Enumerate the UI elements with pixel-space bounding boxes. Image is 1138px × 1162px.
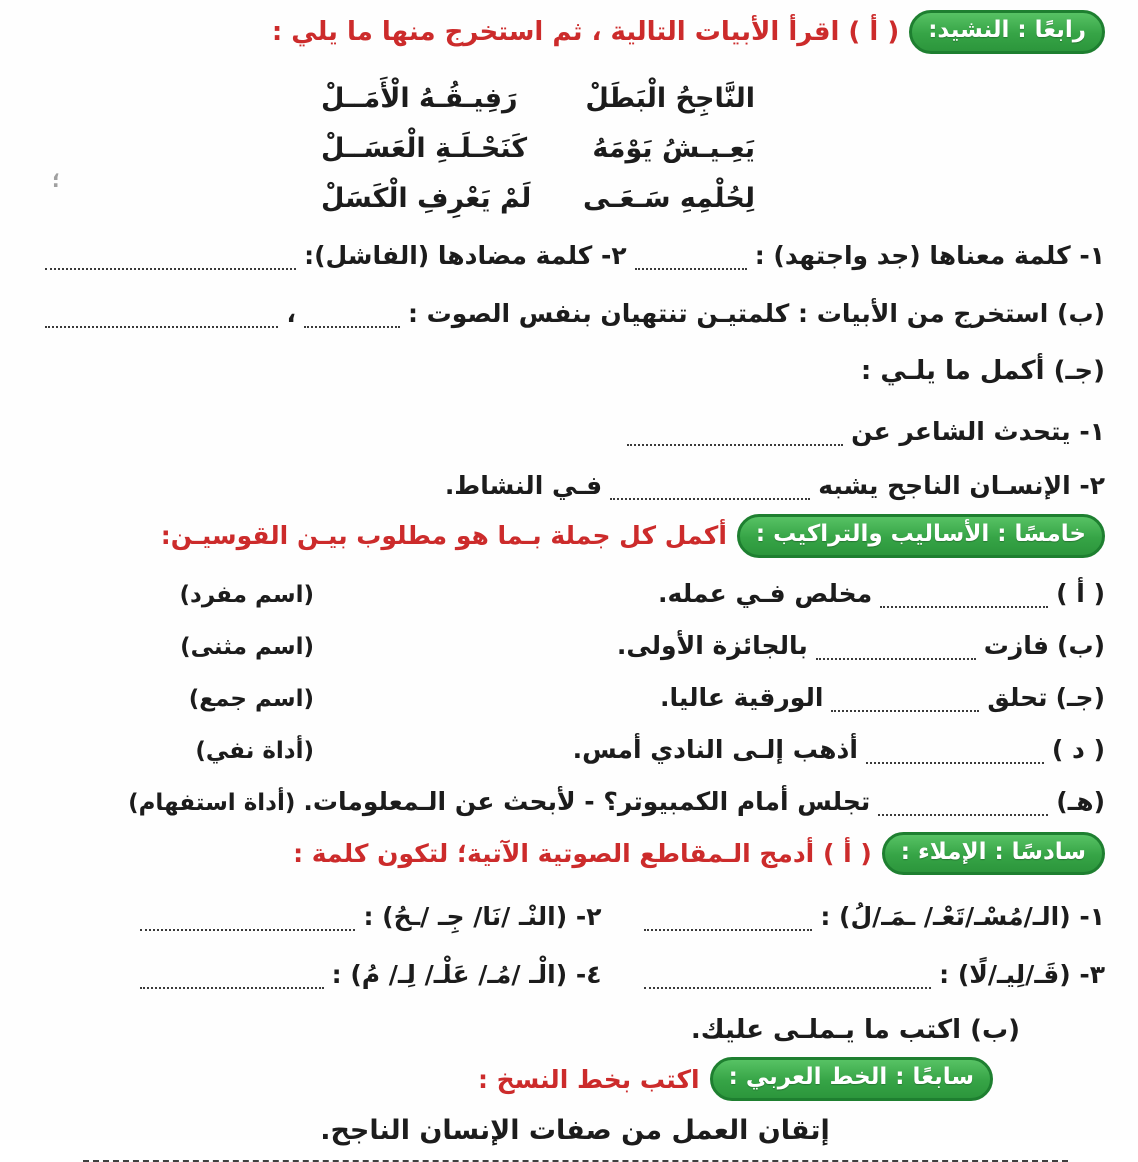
- item-label: (هـ): [1056, 786, 1105, 816]
- answer-blank: [627, 427, 843, 446]
- question-c2-row: [45, 464, 1105, 500]
- structure-item-row: [45, 678, 1105, 712]
- dictation-item: [644, 902, 1106, 931]
- answer-blank: [878, 797, 1048, 816]
- calligraphy-instruction: اكتب بخط النسخ :: [477, 1064, 700, 1094]
- dictation-row: [45, 951, 1105, 989]
- item-text-before: تحلق: [987, 682, 1048, 712]
- answer-blank: [831, 693, 979, 712]
- answer-blank: [610, 481, 810, 500]
- poem-hemistich-left: رَفِيـقُـهُ الْأَمَــلْ: [321, 83, 518, 115]
- answer-blank: [45, 251, 296, 270]
- dictation-syllables: ٢- (النْـ /نَا/ جِـ /ـحُ) :: [363, 902, 602, 932]
- item-text-after: بالجائزة الأولى.: [616, 630, 808, 660]
- question-b-row: [45, 292, 1105, 328]
- anthem-instruction: ( أ ) اقرأ الأبيات التالية ، ثم استخرج منها ما يلي :: [271, 16, 900, 47]
- item-hint: (أداة نفي): [195, 737, 314, 764]
- dictation-item: [644, 960, 1106, 989]
- poem: [321, 74, 755, 224]
- question-a-row: [45, 234, 1105, 270]
- answer-blank: [880, 589, 1048, 608]
- section-anthem-header: [45, 10, 1105, 54]
- dictation-part-b: (ب) اكتب ما يـملـى عليك.: [690, 1015, 1020, 1046]
- poem-hemistich-right: لِحُلْمِهِ سَـعَـى: [582, 183, 755, 215]
- poem-line: [321, 74, 755, 124]
- section-calligraphy-header: [45, 1057, 993, 1101]
- item-text-after: مخلص فـي عمله.: [658, 578, 873, 608]
- dictation-syllables: ٤- (الْـ /مُـ/ عَلْـ/ لِـ/ مُ) :: [331, 960, 602, 990]
- section-structures-header: [45, 514, 1105, 558]
- question-c2-before: ٢- الإنسـان الناجح يشبه: [818, 470, 1105, 500]
- answer-blank: [635, 251, 747, 270]
- dictation-part-b-row: [45, 1009, 1020, 1045]
- comma-separator: ،: [286, 298, 296, 328]
- question-a1-label: ١- كلمة معناها (جد واجتهد) :: [754, 240, 1105, 270]
- stray-ink-mark: ؛: [52, 168, 60, 192]
- dictation-syllables: ١- (الـ/مُسْـ/تَعْـ/ ـمَـ/لُ) :: [820, 902, 1105, 932]
- structure-item-row: [45, 730, 1105, 764]
- item-text-after: أذهب إلـى النادي أمس.: [572, 734, 858, 764]
- poem-line: [321, 124, 755, 174]
- structure-item-row: [45, 574, 1105, 608]
- item-text-before: فازت: [983, 630, 1050, 660]
- item-label: ( د ): [1051, 734, 1105, 764]
- answer-blank: [140, 912, 355, 931]
- poem-hemistich-left: لَمْ يَعْرِفِ الْكَسَلْ: [321, 183, 532, 215]
- question-c-heading-row: [45, 350, 1105, 386]
- structure-item-main: [322, 735, 1105, 764]
- calligraphy-sentence: إتقان العمل من صفات الإنسان الناجح.: [320, 1115, 830, 1146]
- question-c1-row: [45, 410, 1105, 446]
- structure-item-main: [322, 579, 1105, 608]
- structure-item-row: [45, 626, 1105, 660]
- item-hint: (اسم مثنى): [180, 633, 314, 660]
- question-c-heading: (جـ) أكمل ما يلـي :: [860, 355, 1105, 386]
- item-text-after: الورقية عاليا.: [660, 682, 824, 712]
- poem-hemistich-left: كَنَحْـلَـةِ الْعَسَــلْ: [321, 133, 528, 165]
- item-hint: (اسم مفرد): [179, 581, 314, 608]
- dictation-syllables: ٣- (قَـ/لِيـ/لًا) :: [939, 960, 1105, 990]
- answer-blank: [304, 309, 400, 328]
- structure-item-main: [322, 631, 1105, 660]
- question-b-label: (ب) استخرج من الأبيات : كلمتيـن تنتهيان بنفس الصوت :: [407, 298, 1105, 328]
- dictation-section-badge: سادسًا : الإملاء :: [882, 832, 1105, 876]
- item-label: (جـ): [1055, 682, 1105, 712]
- poem-hemistich-right: يَعِـيـشُ يَوْمَهُ: [592, 133, 755, 165]
- answer-blank: [866, 745, 1044, 764]
- structures-section-badge: خامسًا : الأساليب والتراكيب :: [737, 514, 1105, 558]
- answer-blank: [45, 309, 278, 328]
- anthem-section-badge: رابعًا : النشيد:: [909, 10, 1105, 54]
- item-hint: (أداة استفهام): [128, 789, 296, 816]
- structure-item-main: [303, 787, 1105, 816]
- poem-hemistich-right: النَّاجِحُ الْبَطَلْ: [585, 83, 755, 115]
- dictation-instruction: ( أ ) أدمج الـمقاطع الصوتية الآتية؛ لتكون كلمة :: [293, 838, 872, 868]
- poem-line: [321, 174, 755, 224]
- dictation-item: [140, 902, 602, 931]
- answer-blank: [644, 912, 813, 931]
- structure-item-row: [45, 782, 1105, 816]
- calligraphy-section-badge: سابعًا : الخط العربي :: [710, 1057, 993, 1101]
- question-a2-label: ٢- كلمة مضادها (الفاشل):: [304, 240, 627, 270]
- answer-blank: [644, 970, 932, 989]
- section-dictation-header: [45, 832, 1105, 876]
- question-c1-label: ١- يتحدث الشاعر عن: [851, 416, 1105, 446]
- answer-blank: [140, 970, 324, 989]
- question-c2-after: فـي النشاط.: [444, 470, 603, 500]
- dictation-row: [45, 893, 1105, 931]
- item-hint: (اسم جمع): [188, 685, 314, 712]
- item-text-after: تجلس أمام الكمبيوتر؟ - لأبحث عن الـمعلومات.: [303, 786, 871, 816]
- item-label: (ب): [1057, 630, 1105, 660]
- dictation-item: [140, 960, 602, 989]
- structure-item-main: [322, 683, 1105, 712]
- item-label: ( أ ): [1056, 578, 1105, 608]
- answer-blank: [816, 641, 976, 660]
- structures-instruction: أكمل كل جملة بـما هو مطلوب بيـن القوسيـن:: [160, 521, 727, 551]
